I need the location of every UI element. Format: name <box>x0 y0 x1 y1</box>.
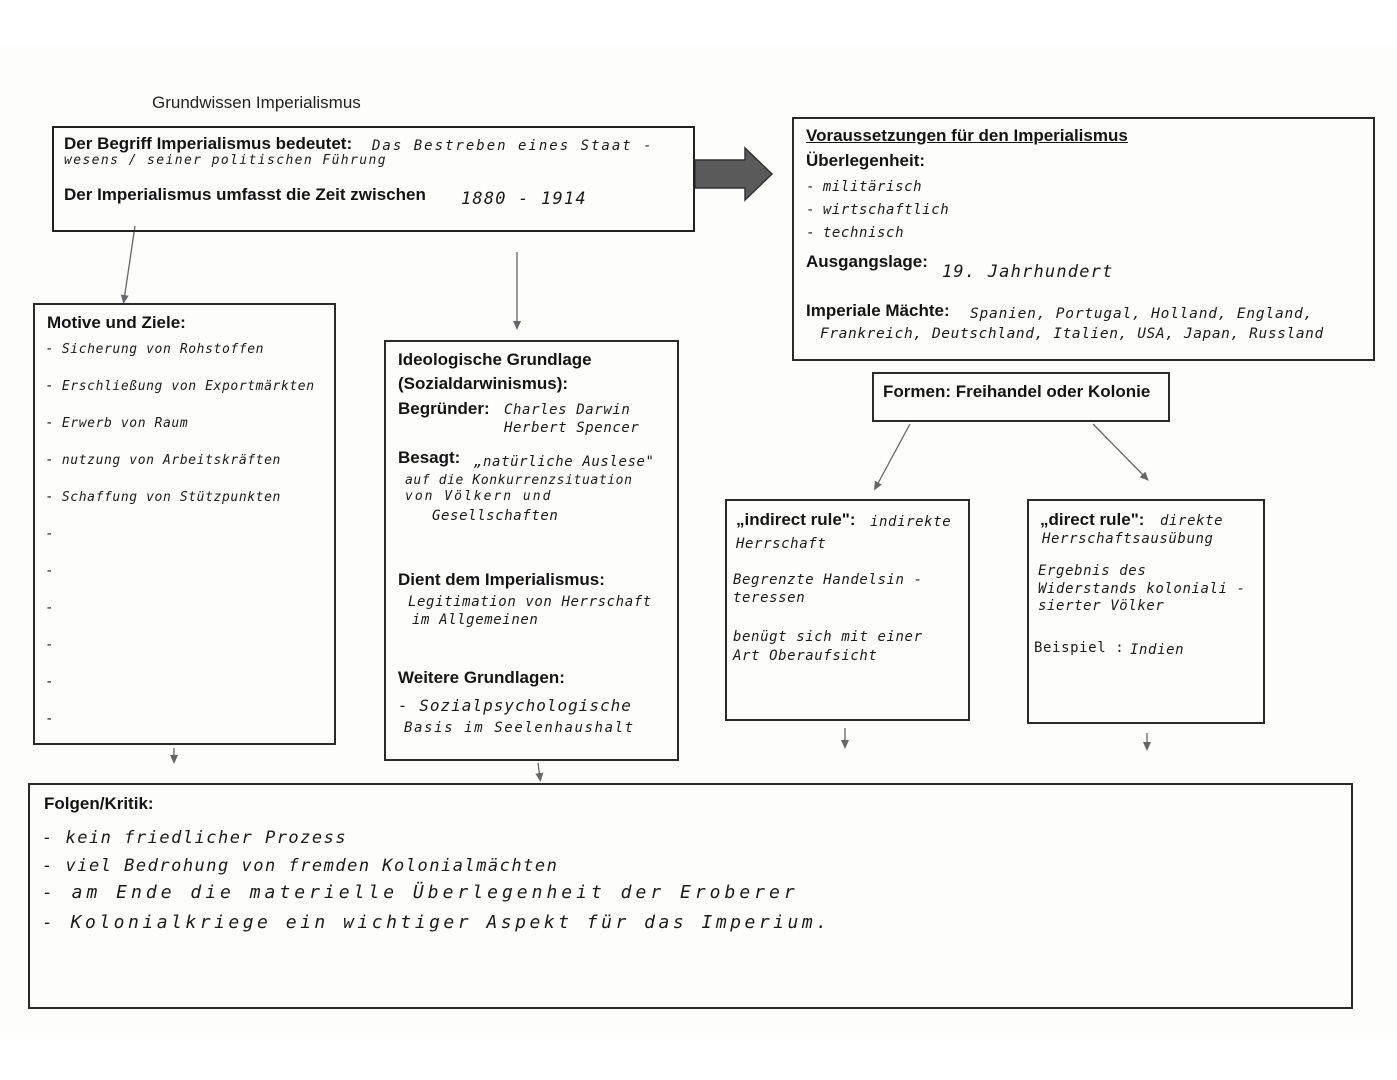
definition-value-1b: wesens / seiner politischen Führung <box>64 153 387 168</box>
direct-line-4: Widerstands koloniali - <box>1038 581 1246 597</box>
direct-line-5: sierter Völker <box>1038 598 1165 614</box>
begruender-1: Charles Darwin <box>504 402 631 418</box>
weitere-line-2: Basis im Seelenhaushalt <box>404 720 635 736</box>
beispiel-value: Indien <box>1130 642 1185 658</box>
indirect-line-5: benügt sich mit einer <box>733 629 923 645</box>
ueberlegenheit-label: Überlegenheit: <box>806 151 926 170</box>
indirect-line-3: Begrenzte Handelsin - <box>733 572 923 588</box>
motive-title: Motive und Ziele: <box>47 313 186 332</box>
begruender-2: Herbert Spencer <box>504 420 640 436</box>
beispiel-label: Beispiel : <box>1034 640 1125 656</box>
indirect-line-1: indirekte <box>870 514 952 530</box>
list-item: - <box>45 526 54 542</box>
weitere-label: Weitere Grundlagen: <box>398 668 565 687</box>
folgen-item-3: - am Ende die materielle Überlegenheit der Eroberer <box>42 882 799 903</box>
folgen-title: Folgen/Kritik: <box>44 794 154 813</box>
besagt-line-2: auf die Konkurrenzsituation <box>405 473 633 488</box>
indirect-line-4: teressen <box>733 590 806 606</box>
ueberlegenheit-list <box>806 178 949 247</box>
maechte-line-1: Spanien, Portugal, Holland, England, <box>970 306 1314 322</box>
document-title: Grundwissen Imperialismus <box>152 93 361 112</box>
list-item: - wirtschaftlich <box>806 202 950 218</box>
dient-line-1: Legitimation von Herrschaft <box>408 594 652 610</box>
folgen-item-2: - viel Bedrohung von fremden Kolonialmächten <box>42 856 559 876</box>
list-item: - Sicherung von Rohstoffen <box>45 341 265 357</box>
besagt-line-3: von Völkern und <box>405 489 553 504</box>
indirect-line-2: Herrschaft <box>736 536 827 552</box>
list-item: - <box>45 563 54 579</box>
dient-label: Dient dem Imperialismus: <box>398 570 605 589</box>
indirect-rule-box <box>725 499 970 721</box>
voraussetzungen-title: Voraussetzungen für den Imperialismus <box>806 126 1128 145</box>
direct-line-2: Herrschaftsausübung <box>1042 531 1214 547</box>
indirect-label: „indirect rule": <box>736 510 856 529</box>
ideologie-title-2: (Sozialdarwinismus): <box>398 374 569 393</box>
definition-label-1: Der Begriff Imperialismus bedeutet: <box>64 134 353 153</box>
weitere-line-1: - Sozialpsychologische <box>398 696 632 715</box>
list-item: - <box>45 674 54 690</box>
direct-line-1: direkte <box>1160 513 1224 529</box>
besagt-line-4: Gesellschaften <box>432 508 559 524</box>
ideologie-title-1: Ideologische Grundlage <box>398 350 592 369</box>
besagt-label: Besagt: <box>398 448 461 467</box>
formen-title: Formen: Freihandel oder Kolonie <box>883 382 1151 401</box>
ausgangslage-label: Ausgangslage: <box>806 252 928 271</box>
definition-value-2: 1880 - 1914 <box>461 189 587 209</box>
definition-label-2: Der Imperialismus umfasst die Zeit zwischen <box>64 185 426 204</box>
direct-line-3: Ergebnis des <box>1038 563 1147 579</box>
list-item: - <box>45 600 54 616</box>
begruender-label: Begründer: <box>398 399 490 418</box>
indirect-line-6: Art Oberaufsicht <box>733 648 878 664</box>
motive-list <box>45 340 315 747</box>
folgen-item-4: - Kolonialkriege ein wichtiger Aspekt für das Imperium. <box>42 912 831 933</box>
dient-line-2: im Allgemeinen <box>412 612 539 628</box>
list-item: - Erwerb von Raum <box>45 415 189 431</box>
folgen-item-1: - kein friedlicher Prozess <box>42 828 348 848</box>
list-item: - nutzung von Arbeitskräften <box>45 452 281 468</box>
list-item: - technisch <box>806 225 905 241</box>
maechte-label: Imperiale Mächte: <box>806 301 950 320</box>
maechte-line-2: Frankreich, Deutschland, Italien, USA, Japan, Russland <box>820 326 1324 342</box>
definition-value-1a: Das Bestreben eines Staat - <box>372 138 654 154</box>
list-item: - militärisch <box>806 179 923 195</box>
list-item: - <box>45 711 54 727</box>
list-item: - Erschließung von Exportmärkten <box>45 378 315 394</box>
list-item: - Schaffung von Stützpunkten <box>45 489 281 505</box>
ausgangslage-value: 19. Jahrhundert <box>942 262 1114 282</box>
besagt-line-1: „natürliche Auslese" <box>474 454 655 470</box>
direct-label: „direct rule": <box>1040 510 1145 529</box>
list-item: - <box>45 637 54 653</box>
